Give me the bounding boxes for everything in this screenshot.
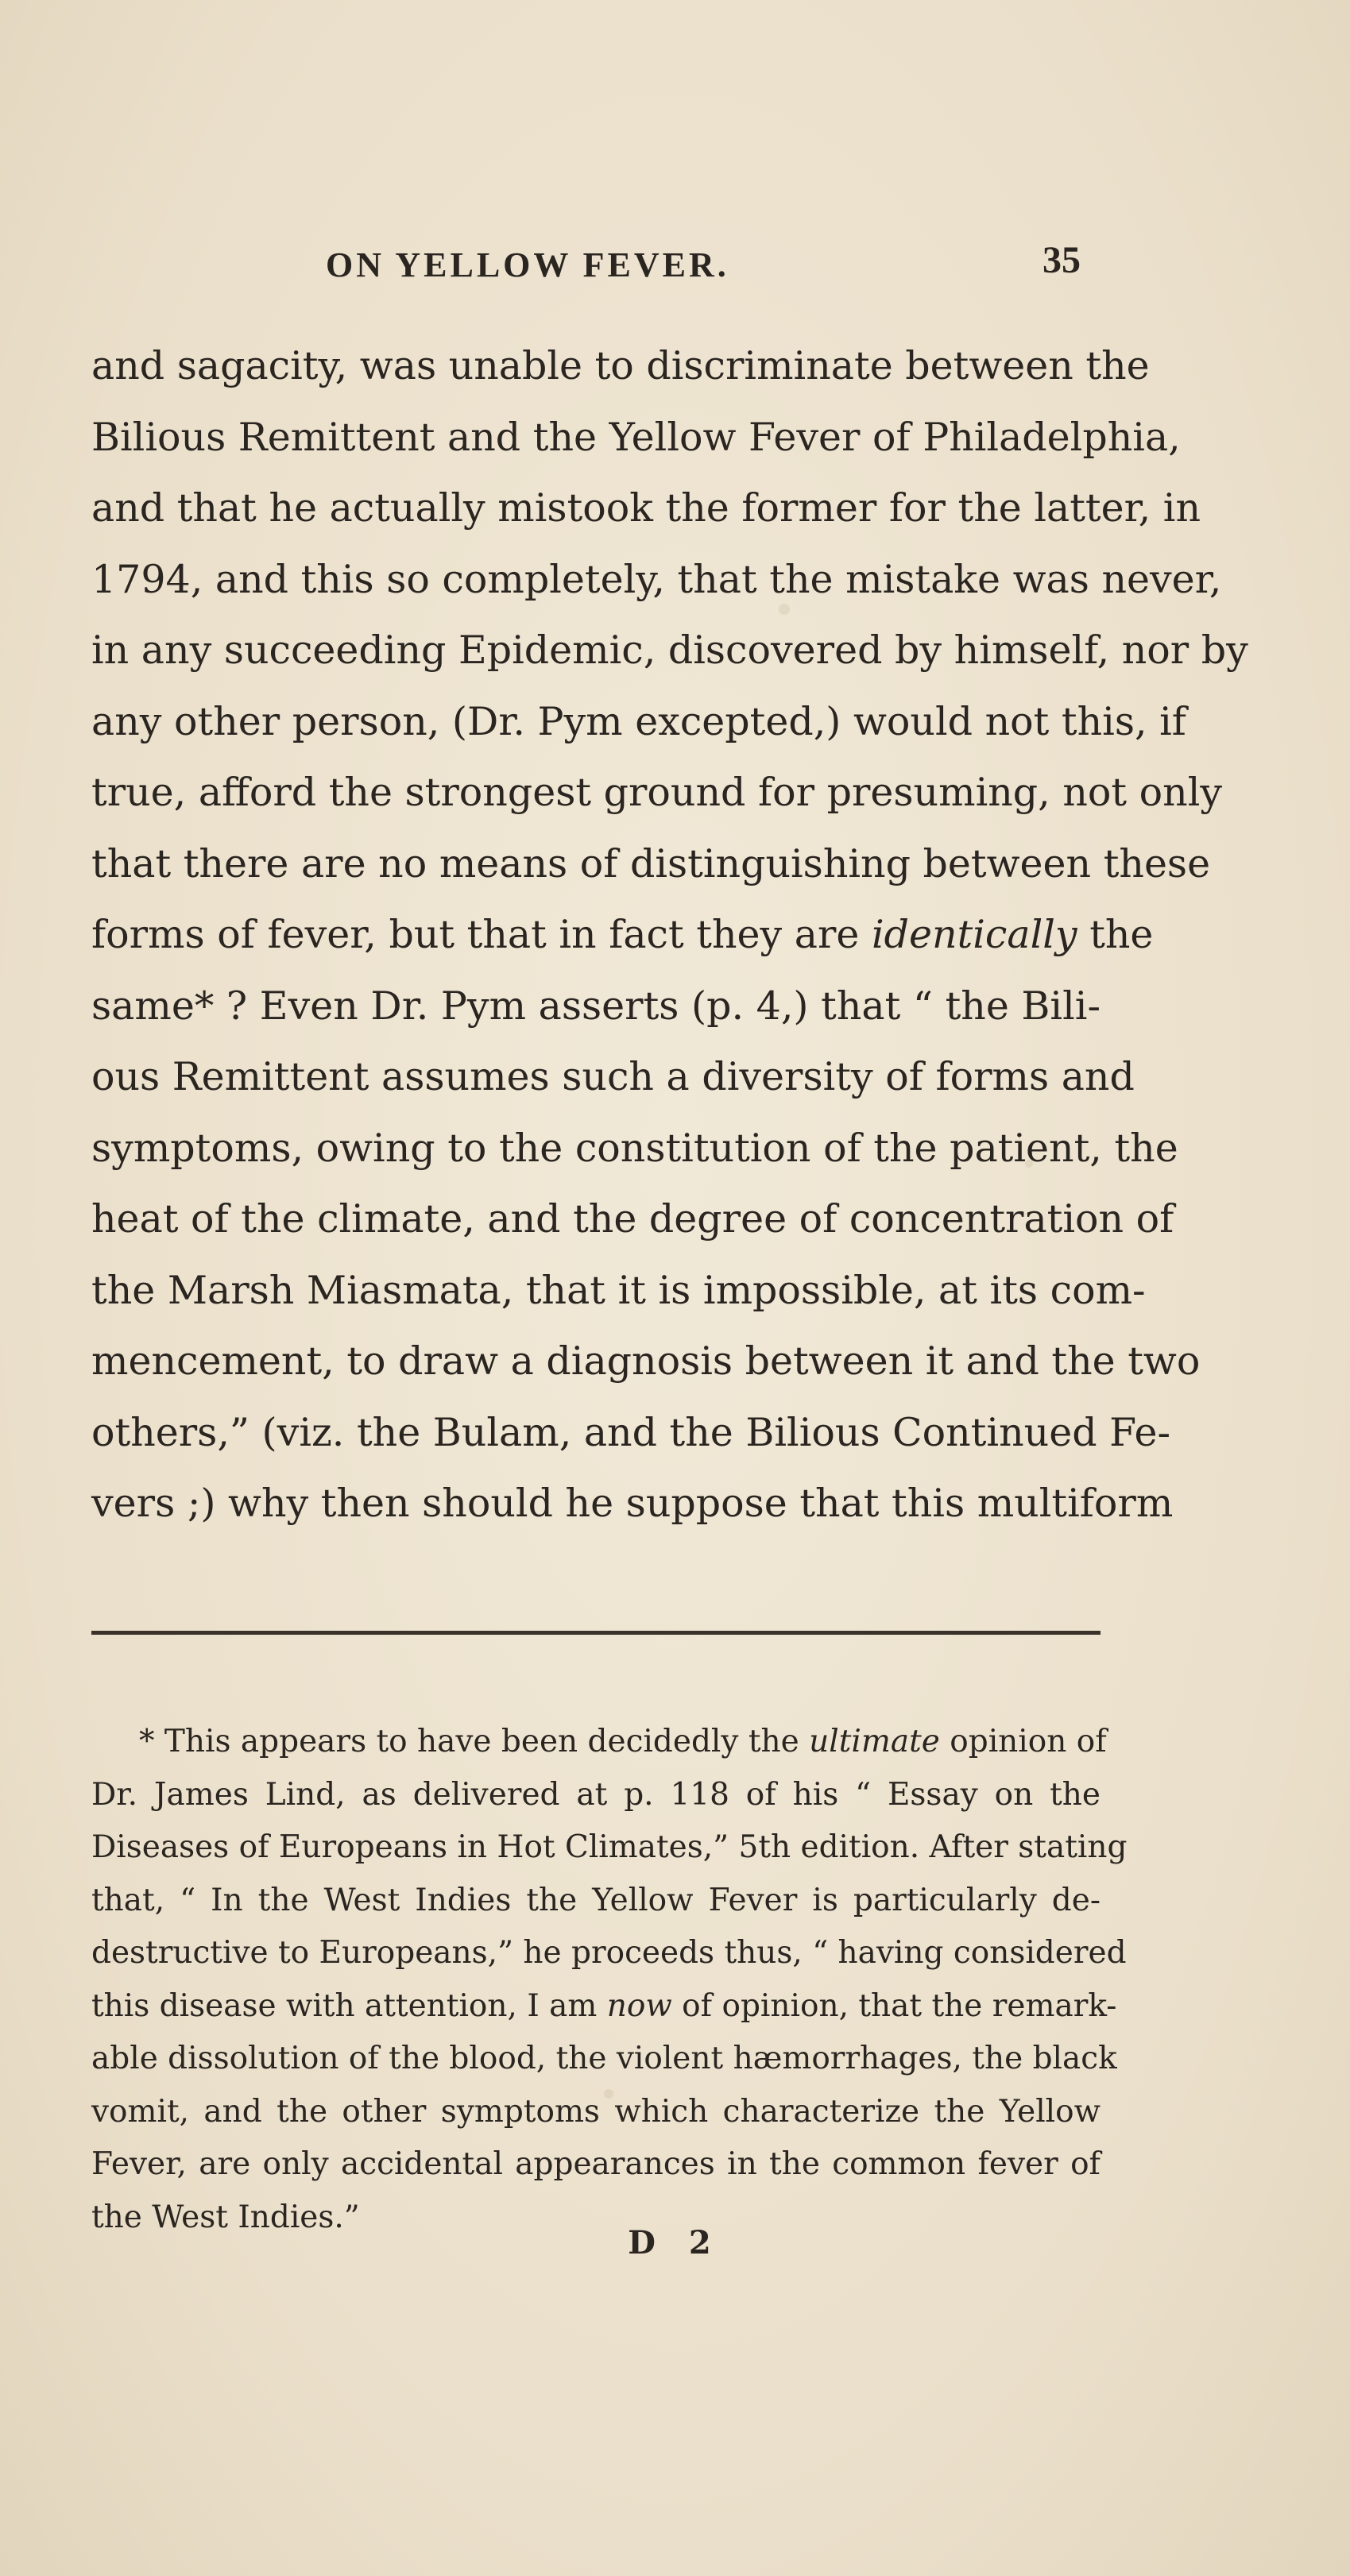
- text-line: that there are no means of distinguishing between these: [91, 840, 1211, 886]
- text-line: mencement, to draw a diagnosis between it and the two: [91, 1338, 1201, 1384]
- text-line: vers ;) why then should he suppose that this multiform: [91, 1481, 1174, 1526]
- text-run: the: [1089, 912, 1154, 957]
- text-line: true, afford the strongest ground for presuming, not only: [91, 770, 1223, 815]
- footnote-line: [91, 1716, 1107, 1769]
- footnote-line: the West Indies.”: [91, 2199, 360, 2235]
- text-run: * This appears to have been decidedly the: [139, 1724, 799, 1759]
- text-line: Bilious Remittent and the Yellow Fever of Philadelphia,: [91, 414, 1181, 460]
- text-run: this disease with attention, I am: [91, 1987, 598, 2024]
- text-line: any other person, (Dr. Pym excepted,) would not this, if: [91, 698, 1186, 744]
- running-head: ON YELLOW FEVER.: [326, 245, 729, 284]
- page-header: [318, 238, 1081, 302]
- signature-mark: D 2: [628, 2224, 722, 2261]
- emphasis-text: ultimate: [809, 1724, 940, 1759]
- body-text: [91, 330, 1248, 1539]
- text-line: ous Remittent assumes such a diversity of forms and: [91, 1054, 1135, 1099]
- emphasis-text: now: [606, 1987, 672, 2024]
- text-line: others,” (viz. the Bulam, and the Bilious Continued Fe-: [91, 1409, 1171, 1455]
- text-run: opinion of: [950, 1724, 1107, 1759]
- text-line: the Marsh Miasmata, that it is impossible, at its com-: [91, 1267, 1146, 1313]
- footnote-line: Fever, are only accidental appearances in the common fever of: [91, 2146, 1101, 2182]
- footnote: [91, 1716, 1128, 2244]
- footnote-line: Diseases of Europeans in Hot Climates,” 5th edition. After stating: [91, 1829, 1128, 1865]
- text-run: forms of fever, but that in fact they are: [91, 912, 860, 957]
- text-line: symptoms, owing to the constitution of the patient, the: [91, 1125, 1178, 1171]
- text-line: heat of the climate, and the degree of concentration of: [91, 1196, 1174, 1242]
- footnote-line: Dr. James Lind, as delivered at p. 118 of his “ Essay on the: [91, 1776, 1101, 1813]
- text-line: and that he actually mistook the former for the latter, in: [91, 485, 1201, 531]
- text-run: of opinion, that the remark-: [682, 1987, 1117, 2024]
- text-line: and sagacity, was unable to discriminate between the: [91, 343, 1150, 388]
- page-number: 35: [1042, 239, 1081, 281]
- text-line: 1794, and this so completely, that the mistake was never,: [91, 556, 1222, 602]
- text-line: [91, 899, 1154, 971]
- footnote-line: destructive to Europeans,” he proceeds thus, “ having considered: [91, 1935, 1127, 1971]
- footnote-line: [91, 1980, 1117, 2033]
- emphasis-text: identically: [871, 912, 1077, 957]
- text-line: in any succeeding Epidemic, discovered by himself, nor by: [91, 628, 1248, 673]
- footnote-rule: [91, 1631, 1101, 1635]
- text-line: same* ? Even Dr. Pym asserts (p. 4,) that “ the Bili-: [91, 983, 1101, 1029]
- footnote-line: vomit, and the other symptoms which characterize the Yellow: [91, 2093, 1101, 2130]
- footnote-line: that, “ In the West Indies the Yellow Fever is particularly de-: [91, 1882, 1101, 1918]
- footnote-line: able dissolution of the blood, the violent hæmorrhages, the black: [91, 2041, 1117, 2076]
